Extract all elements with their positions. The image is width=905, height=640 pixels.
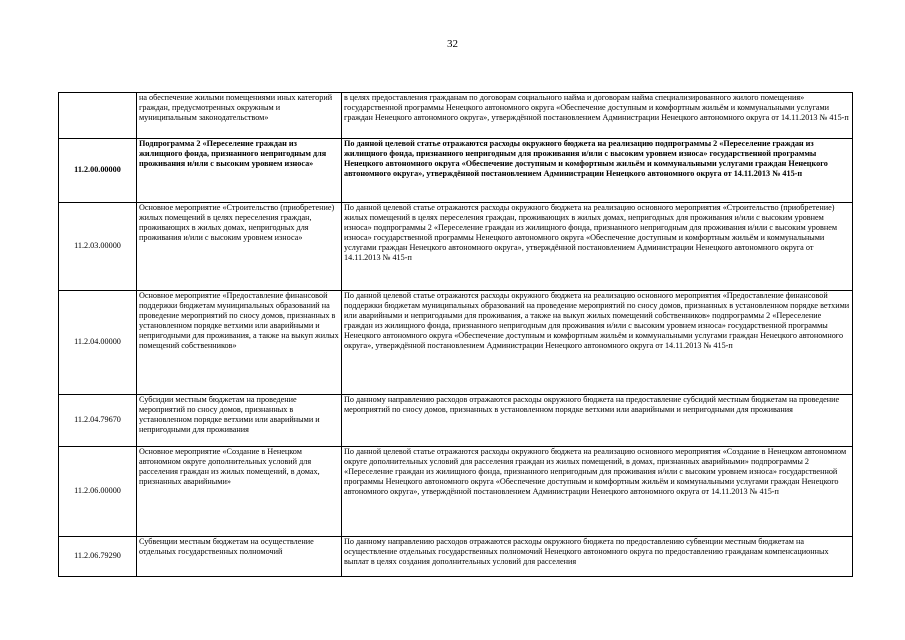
table-row bbox=[59, 93, 853, 139]
name-cell: Подпрограмма 2 «Переселение граждан из жилищного фонда, признанного непригодным для проживания и/или с высоким уровнем износа» bbox=[137, 139, 342, 203]
table-row bbox=[59, 203, 853, 291]
table-row bbox=[59, 395, 853, 447]
name-cell: Субсидии местным бюджетам на проведение мероприятий по сносу домов, признанных в установленном порядке ветхими или аварийными и непригодными для проживания bbox=[137, 395, 342, 447]
name-cell: Основное мероприятие «Создание в Ненецком автономном округе дополнительных условий для расселения граждан из жилых помещений, в домах, признанных аварийными» bbox=[137, 447, 342, 537]
table-row bbox=[59, 447, 853, 537]
description-cell: в целях предоставления гражданам по договорам социального найма и договорам найма специализированного жилого помещения» государственной программы Ненецкого автономного округа «Обеспечение доступным и комфортным жильём и коммунальными услугами граждан Ненецкого автономного округа», утверждённой постановлением Администрации Ненецкого автономного округа от 14.11.2013 № 415-п bbox=[342, 93, 853, 139]
code-cell: 11.2.04.79670 bbox=[59, 395, 137, 447]
table-row bbox=[59, 139, 853, 203]
code-cell: 11.2.00.00000 bbox=[59, 139, 137, 203]
code-cell: 11.2.06.79290 bbox=[59, 537, 137, 577]
name-cell: на обеспечение жилыми помещениями иных категорий граждан, предусмотренных окружным и муниципальным законодательством» bbox=[137, 93, 342, 139]
code-cell: 11.2.06.00000 bbox=[59, 447, 137, 537]
code-cell bbox=[59, 93, 137, 139]
code-cell: 11.2.03.00000 bbox=[59, 203, 137, 291]
name-cell: Основное мероприятие «Строительство (приобретение) жилых помещений в целях переселения граждан, проживающих в жилых домах, непригодных для проживания и/или с высоким уровнем износа» bbox=[137, 203, 342, 291]
code-cell: 11.2.04.00000 bbox=[59, 291, 137, 395]
name-cell: Основное мероприятие «Предоставление финансовой поддержки бюджетам муниципальных образований на проведение мероприятий по сносу домов, признанных в установленном порядке ветхими или аварийными и непригодными для проживания, а также на выкуп жилых помещений собственников» bbox=[137, 291, 342, 395]
description-cell: По данной целевой статье отражаются расходы окружного бюджета на реализацию основного мероприятия «Строительство (приобретение) жилых помещений в целях переселения граждан, проживающих в жилых домах, непригодных для проживания и/или с высоким уровнем износа» подпрограммы 2 «Переселение граждан из жилищного фонда, признанного непригодным для проживания и/или с высоким уровнем износа» государственной программы Ненецкого автономного округа «Обеспечение доступным и комфортным жильём и коммунальными услугами граждан Ненецкого автономного округа», утверждённой постановлением Администрации Ненецкого автономного округа от 14.11.2013 № 415-п bbox=[342, 203, 853, 291]
table-row bbox=[59, 537, 853, 577]
name-cell: Субвенции местным бюджетам на осуществление отдельных государственных полномочий bbox=[137, 537, 342, 577]
description-cell: По данному направлению расходов отражаются расходы окружного бюджета по предоставлению субвенции местным бюджетам на осуществление отдельных государственных полномочий Ненецкого автономного округа по предоставлению гражданам компенсационных выплат в целях создания дополнительных условий для расселения bbox=[342, 537, 853, 577]
budget-classification-table bbox=[58, 92, 853, 577]
description-cell: По данному направлению расходов отражаются расходы окружного бюджета на предоставление субсидий местным бюджетам на проведение мероприятий по сносу домов, признанных в установленном порядке ветхими или аварийными и непригодными для проживания bbox=[342, 395, 853, 447]
description-cell: По данной целевой статье отражаются расходы окружного бюджета на реализацию основного мероприятия «Создание в Ненецком автономном округе дополнительных условий для расселения граждан из жилых помещений, в домах, признанных аварийными» подпрограммы 2 «Переселение граждан из жилищного фонда, признанного непригодным для проживания и/или с высоким уровнем износа» государственной программы Ненецкого автономного округа «Обеспечение доступным и комфортным жильём и коммунальными услугами граждан Ненецкого автономного округа», утверждённой постановлением Администрации Ненецкого автономного округа от 14.11.2013 № 415-п bbox=[342, 447, 853, 537]
table-row bbox=[59, 291, 853, 395]
description-cell: По данной целевой статье отражаются расходы окружного бюджета на реализацию основного мероприятия «Предоставление финансовой поддержки бюджетам муниципальных образований на проведение мероприятий по сносу домов, признанных в установленном порядке ветхими или аварийными и непригодными для проживания, а также на выкуп жилых помещений собственников» подпрограммы 2 «Переселение граждан из жилищного фонда, признанного непригодным для проживания и/или с высоким уровнем износа» государственной программы Ненецкого автономного округа «Обеспечение доступным и комфортным жильём и коммунальными услугами граждан Ненецкого автономного округа», утверждённой постановлением Администрации Ненецкого автономного округа от 14.11.2013 № 415-п bbox=[342, 291, 853, 395]
page-number: 32 bbox=[447, 38, 458, 50]
description-cell: По данной целевой статье отражаются расходы окружного бюджета на реализацию подпрограммы 2 «Переселение граждан из жилищного фонда, признанного непригодным для проживания и/или с высоким уровнем износа» государственной программы Ненецкого автономного округа «Обеспечение доступным и комфортным жильём и коммунальными услугами граждан Ненецкого автономного округа», утверждённой постановлением Администрации Ненецкого автономного округа от 14.11.2013 № 415-п bbox=[342, 139, 853, 203]
